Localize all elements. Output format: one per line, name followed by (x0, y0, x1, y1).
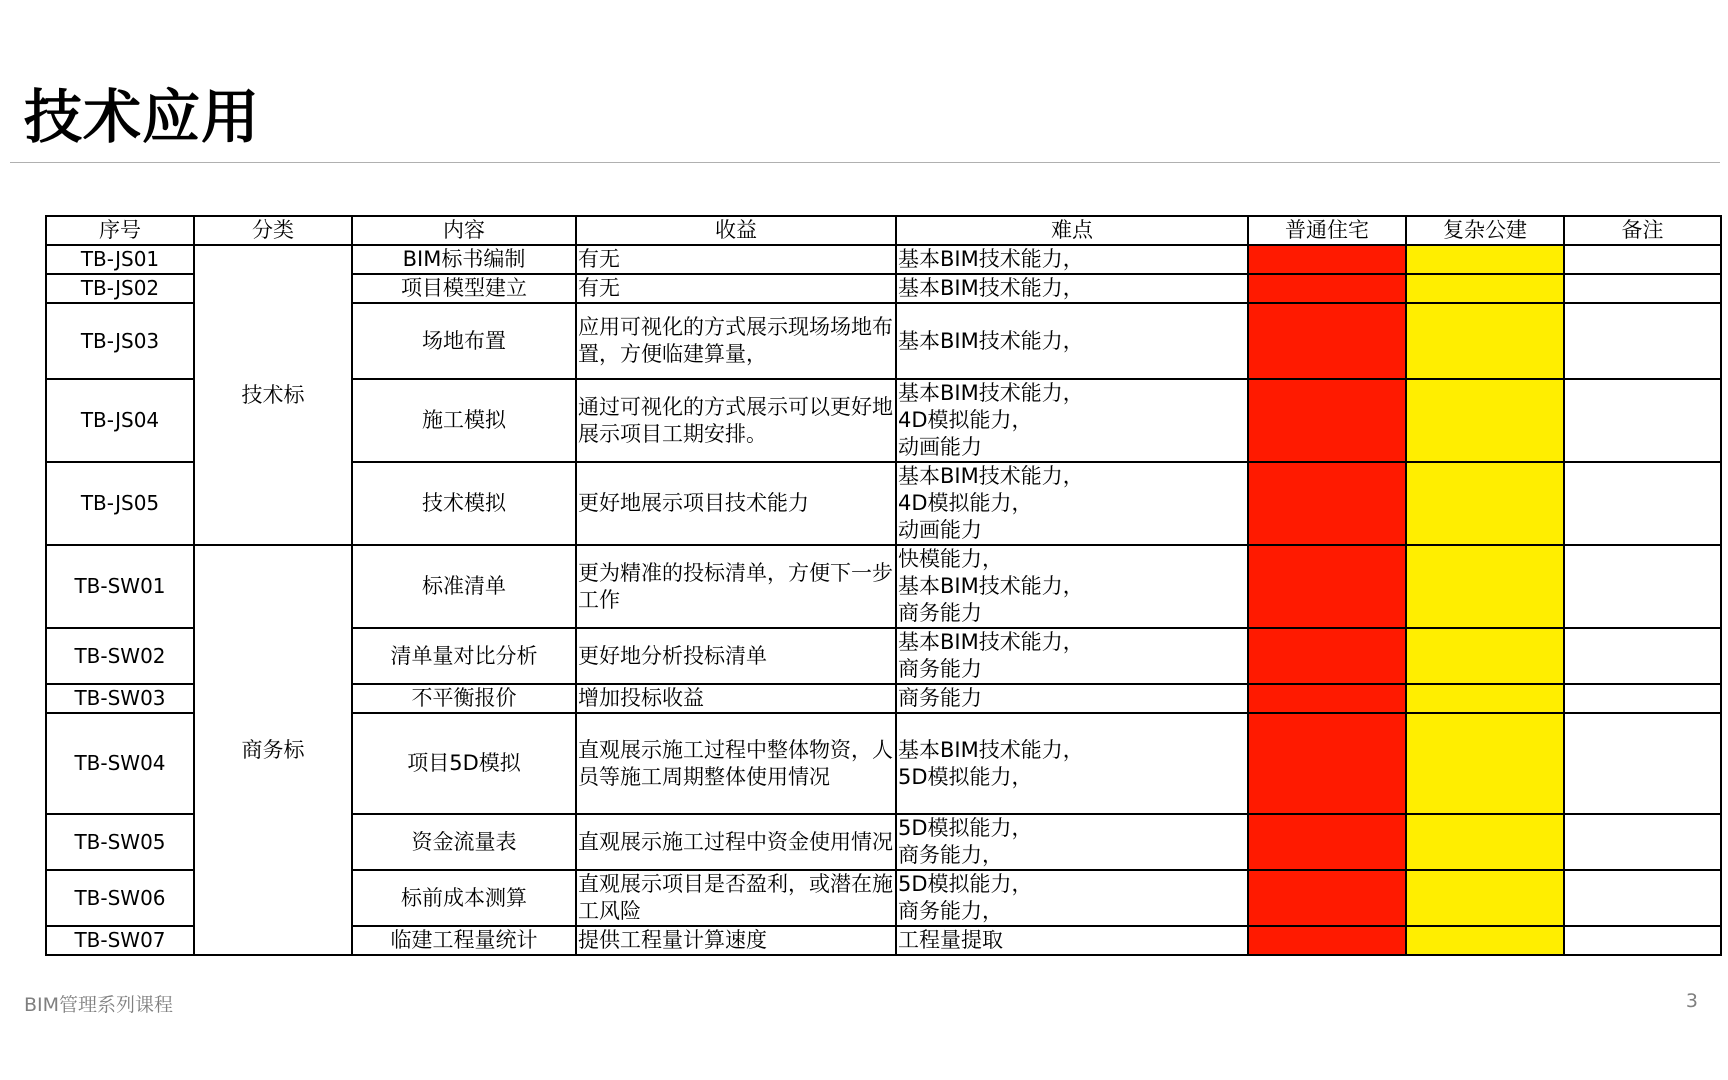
row-difficulty: 基本BIM技术能力， (896, 245, 1248, 274)
footer-course-name: BIM管理系列课程 (24, 994, 174, 1016)
row-benefit: 直观展示项目是否盈利，或潜在施工风险 (576, 870, 896, 926)
residential-indicator (1248, 713, 1406, 814)
table-row (46, 545, 1721, 628)
row-content: 不平衡报价 (352, 684, 576, 713)
row-notes (1564, 628, 1721, 684)
row-benefit: 增加投标收益 (576, 684, 896, 713)
title-divider (10, 162, 1720, 163)
row-notes (1564, 303, 1721, 379)
tech-application-table (45, 215, 1722, 956)
row-content: 资金流量表 (352, 814, 576, 870)
row-notes (1564, 814, 1721, 870)
row-id: TB-SW03 (46, 684, 194, 713)
header-id: 序号 (46, 216, 194, 245)
row-benefit: 通过可视化的方式展示可以更好地展示项目工期安排。 (576, 379, 896, 462)
row-notes (1564, 274, 1721, 303)
complex-public-indicator (1406, 462, 1564, 545)
row-notes (1564, 870, 1721, 926)
complex-public-indicator (1406, 713, 1564, 814)
row-id: TB-SW05 (46, 814, 194, 870)
row-benefit: 有无 (576, 274, 896, 303)
header-difficulty: 难点 (896, 216, 1248, 245)
row-difficulty: 工程量提取 (896, 926, 1248, 955)
row-difficulty: 5D模拟能力， 商务能力， (896, 870, 1248, 926)
row-content: 技术模拟 (352, 462, 576, 545)
row-content: 项目5D模拟 (352, 713, 576, 814)
row-notes (1564, 462, 1721, 545)
category-group: 技术标 (194, 245, 352, 545)
complex-public-indicator (1406, 379, 1564, 462)
row-id: TB-JS04 (46, 379, 194, 462)
complex-public-indicator (1406, 926, 1564, 955)
page-title: 技术应用 (24, 83, 261, 151)
row-difficulty: 基本BIM技术能力， (896, 274, 1248, 303)
row-id: TB-SW06 (46, 870, 194, 926)
residential-indicator (1248, 814, 1406, 870)
row-content: 项目模型建立 (352, 274, 576, 303)
residential-indicator (1248, 462, 1406, 545)
row-id: TB-SW02 (46, 628, 194, 684)
row-id: TB-JS05 (46, 462, 194, 545)
row-benefit: 直观展示施工过程中整体物资，人员等施工周期整体使用情况 (576, 713, 896, 814)
row-content: 清单量对比分析 (352, 628, 576, 684)
header-residential: 普通住宅 (1248, 216, 1406, 245)
row-content: 标前成本测算 (352, 870, 576, 926)
row-content: 临建工程量统计 (352, 926, 576, 955)
row-id: TB-SW01 (46, 545, 194, 628)
row-notes (1564, 684, 1721, 713)
residential-indicator (1248, 379, 1406, 462)
row-difficulty: 快模能力， 基本BIM技术能力， 商务能力 (896, 545, 1248, 628)
header-content: 内容 (352, 216, 576, 245)
table-header-row (46, 216, 1721, 245)
row-difficulty: 基本BIM技术能力， 5D模拟能力， (896, 713, 1248, 814)
row-benefit: 提供工程量计算速度 (576, 926, 896, 955)
complex-public-indicator (1406, 303, 1564, 379)
header-benefit: 收益 (576, 216, 896, 245)
row-id: TB-SW04 (46, 713, 194, 814)
complex-public-indicator (1406, 545, 1564, 628)
residential-indicator (1248, 870, 1406, 926)
residential-indicator (1248, 303, 1406, 379)
row-benefit: 更好地分析投标清单 (576, 628, 896, 684)
header-category: 分类 (194, 216, 352, 245)
complex-public-indicator (1406, 684, 1564, 713)
row-notes (1564, 713, 1721, 814)
residential-indicator (1248, 545, 1406, 628)
residential-indicator (1248, 926, 1406, 955)
row-benefit: 更好地展示项目技术能力 (576, 462, 896, 545)
row-notes (1564, 245, 1721, 274)
row-benefit: 直观展示施工过程中资金使用情况 (576, 814, 896, 870)
complex-public-indicator (1406, 245, 1564, 274)
header-notes: 备注 (1564, 216, 1721, 245)
residential-indicator (1248, 274, 1406, 303)
row-id: TB-JS03 (46, 303, 194, 379)
complex-public-indicator (1406, 814, 1564, 870)
row-notes (1564, 545, 1721, 628)
complex-public-indicator (1406, 628, 1564, 684)
table-row (46, 245, 1721, 274)
row-content: 标准清单 (352, 545, 576, 628)
row-content: 施工模拟 (352, 379, 576, 462)
row-difficulty: 5D模拟能力， 商务能力， (896, 814, 1248, 870)
row-benefit: 有无 (576, 245, 896, 274)
row-difficulty: 商务能力 (896, 684, 1248, 713)
row-id: TB-JS02 (46, 274, 194, 303)
row-id: TB-JS01 (46, 245, 194, 274)
complex-public-indicator (1406, 274, 1564, 303)
row-benefit: 更为精准的投标清单，方便下一步工作 (576, 545, 896, 628)
row-content: 场地布置 (352, 303, 576, 379)
row-notes (1564, 379, 1721, 462)
residential-indicator (1248, 628, 1406, 684)
header-complex-public: 复杂公建 (1406, 216, 1564, 245)
residential-indicator (1248, 684, 1406, 713)
row-id: TB-SW07 (46, 926, 194, 955)
row-notes (1564, 926, 1721, 955)
complex-public-indicator (1406, 870, 1564, 926)
row-benefit: 应用可视化的方式展示现场场地布置，方便临建算量， (576, 303, 896, 379)
row-difficulty: 基本BIM技术能力， (896, 303, 1248, 379)
residential-indicator (1248, 245, 1406, 274)
row-difficulty: 基本BIM技术能力， 4D模拟能力， 动画能力 (896, 379, 1248, 462)
row-difficulty: 基本BIM技术能力， 商务能力 (896, 628, 1248, 684)
row-content: BIM标书编制 (352, 245, 576, 274)
category-group: 商务标 (194, 545, 352, 955)
row-difficulty: 基本BIM技术能力， 4D模拟能力， 动画能力 (896, 462, 1248, 545)
page-number: 3 (1685, 990, 1698, 1012)
